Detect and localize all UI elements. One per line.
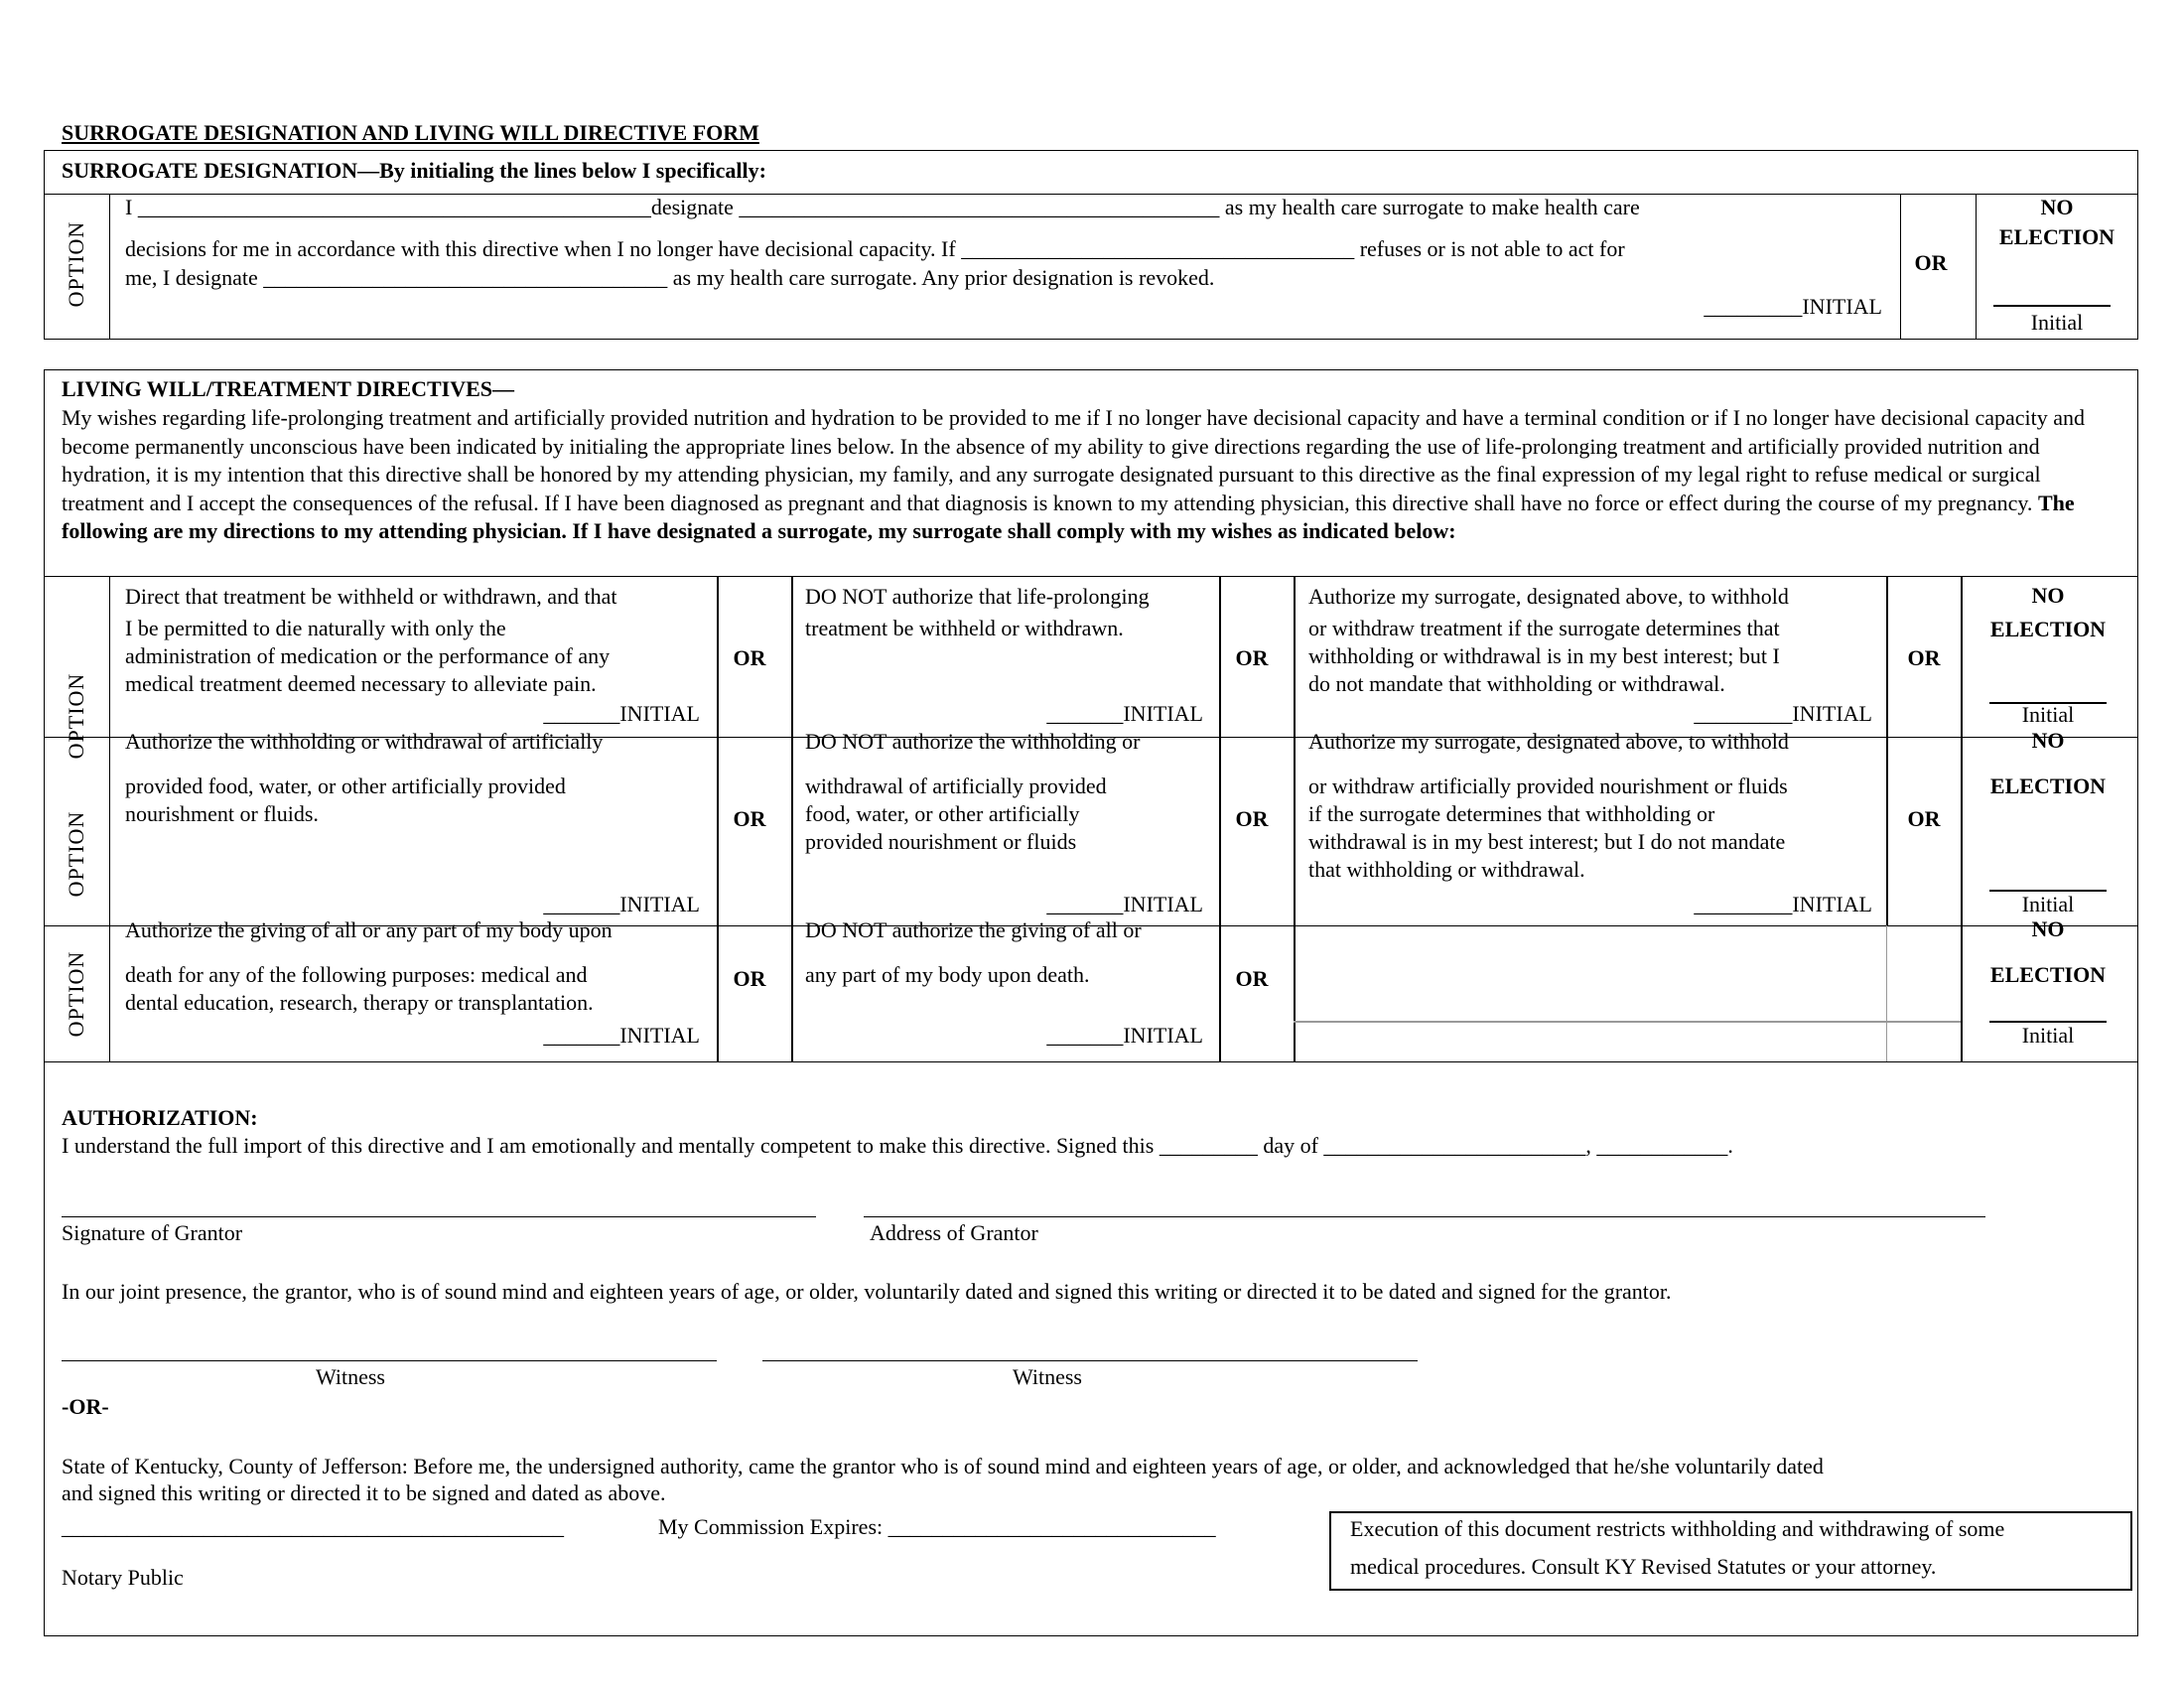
no-election-label: NO ELECTION: [1998, 195, 2116, 249]
witness-1-label: Witness: [316, 1364, 385, 1389]
authorization-statement: I understand the full import of this directive and I am emotionally and mentally competent to make this directive. Signed this _________ day of ________________________, ____________.: [62, 1133, 1733, 1158]
grantor-address-line[interactable]: [864, 1216, 1985, 1217]
form-title: SURROGATE DESIGNATION AND LIVING WILL DIRECTIVE FORM: [62, 120, 759, 145]
row2-option-b-initial[interactable]: _______INITIAL: [1046, 892, 1203, 916]
or-separator: -OR-: [62, 1394, 109, 1419]
no-election-initial-line[interactable]: [1993, 305, 2111, 307]
row2-option-b: DO NOT authorize the withholding or withdrawal of artificially provided food, water, or other artificially provided nourishment or fluids: [805, 729, 1141, 854]
row1-option-c-initial[interactable]: _________INITIAL: [1694, 701, 1872, 726]
row1-option-a-initial[interactable]: _______INITIAL: [543, 701, 700, 726]
row1-option-c: Authorize my surrogate, designated above, to withhold or withdraw treatment if the surrogate determines that withholding or withdrawal is in my best interest; but I do not mandate that withholding or withdrawal.: [1308, 584, 1789, 696]
living-will-header: LIVING WILL/TREATMENT DIRECTIVES—: [62, 376, 515, 401]
row3-option-b-initial[interactable]: _______INITIAL: [1046, 1023, 1203, 1048]
row2-option-a: Authorize the withholding or withdrawal of artificially provided food, water, or other artificially provided nourishment or fluids.: [125, 729, 604, 826]
or-label: OR: [1235, 645, 1269, 670]
surrogate-line-2: decisions for me in accordance with this directive when I no longer have decisional capacity. If ____________________________________ refuses or is not able to act for: [125, 236, 1625, 261]
or-label: OR: [1235, 966, 1269, 991]
row3-option-b: DO NOT authorize the giving of all or any part of my body upon death.: [805, 917, 1142, 987]
witness-2-line[interactable]: [762, 1360, 1418, 1361]
witness-2-label: Witness: [1013, 1364, 1082, 1389]
surrogate-line-1: I _______________________________________________designate ____________________________________________ as my health care surrogate to make health care: [125, 195, 1640, 219]
row1-option-b-initial[interactable]: _______INITIAL: [1046, 701, 1203, 726]
option-label: OPTION: [64, 672, 88, 760]
option-label: OPTION: [64, 810, 88, 898]
or-label: OR: [733, 645, 766, 670]
row2-option-c: Authorize my surrogate, designated above, to withhold or withdraw artificially provided nourishment or fluids if the surrogate determines that withholding or withdrawal is in my best interest; but I do not mandate that withholding or withdrawal.: [1308, 729, 1789, 882]
living-will-paragraph: My wishes regarding life-prolonging treatment and artificially provided nutrition and hydration to be provided to me if I no longer have decisional capacity and have a terminal condition or if I no longer have decisional capacity and become permanently unconscious have been indicated by initialing the appropriate lines below. In the absence of my ability to give directions regarding the use of life-prolonging treatment and artificially provided nutrition and hydration, it is my intention that this directive shall be honored by my attending physician, my family, and any surrogate designated pursuant to this directive as the final expression of my legal right to refuse medical or surgical treatment and I accept the consequences of the refusal. If I have been diagnosed as pregnant and that diagnosis is known to my attending physician, this directive shall have no force or effect during the course of my pregnancy. The following are my directions to my attending physician. If I have designated a surrogate, my surrogate shall comply with my wishes as indicated below:: [62, 405, 2086, 543]
address-label: Address of Grantor: [870, 1220, 1038, 1245]
row1-option-a: Direct that treatment be withheld or withdrawn, and that I be permitted to die naturally with only the administration of medication or the performance of any medical treatment deemed necessary to alleviate pain.: [125, 584, 617, 696]
notary-public-label: Notary Public: [62, 1565, 184, 1590]
authorization-header: AUTHORIZATION:: [62, 1105, 258, 1130]
no-election-initial-label: Initial: [2021, 1023, 2075, 1048]
notary-statement-line-1: State of Kentucky, County of Jefferson: Before me, the undersigned authority, came the grantor who is of sound mind and eighteen years of age, or older, and acknowledged that he/she voluntarily dated: [62, 1454, 1824, 1478]
legal-notice-box: [1329, 1511, 2132, 1591]
row3-option-a: Authorize the giving of all or any part of my body upon death for any of the following purposes: medical and dental education, research, therapy or transplantation.: [125, 917, 613, 1015]
option-label: OPTION: [64, 950, 88, 1038]
grantor-signature-line[interactable]: [62, 1216, 816, 1217]
or-label: OR: [1907, 806, 1941, 831]
row3-option-a-initial[interactable]: _______INITIAL: [543, 1023, 700, 1048]
or-label: OR: [733, 806, 766, 831]
notary-signature-line[interactable]: ______________________________________________: [62, 1514, 564, 1539]
row2-option-a-initial[interactable]: _______INITIAL: [543, 892, 700, 916]
no-election-initial-label: Initial: [2021, 702, 2075, 727]
legal-notice-line-1: Execution of this document restricts withholding and withdrawing of some: [1350, 1516, 2005, 1541]
surrogate-initial-field[interactable]: _________INITIAL: [1704, 294, 1882, 319]
no-election-label: NO ELECTION: [1989, 916, 2107, 987]
or-label: OR: [1907, 645, 1941, 670]
or-label: OR: [1914, 250, 1948, 275]
row2-option-c-initial[interactable]: _________INITIAL: [1694, 892, 1872, 916]
notary-statement-line-2: and signed this writing or directed it to be signed and dated as above.: [62, 1480, 666, 1505]
surrogate-header: SURROGATE DESIGNATION—By initialing the lines below I specifically:: [62, 158, 766, 183]
witness-1-line[interactable]: [62, 1360, 717, 1361]
legal-notice-line-2: medical procedures. Consult KY Revised Statutes or your attorney.: [1350, 1554, 1937, 1579]
no-election-label: NO ELECTION: [1989, 728, 2107, 798]
witness-statement: In our joint presence, the grantor, who is of sound mind and eighteen years of age, or older, voluntarily dated and signed this writing or directed it to be dated and signed for the grantor.: [62, 1279, 1672, 1304]
no-election-label: NO ELECTION: [1989, 583, 2107, 641]
surrogate-line-3: me, I designate _____________________________________ as my health care surrogate. Any prior designation is revoked.: [125, 265, 1215, 290]
row1-option-b: DO NOT authorize that life-prolonging treatment be withheld or withdrawn.: [805, 584, 1150, 640]
or-label: OR: [733, 966, 766, 991]
option-label: OPTION: [64, 220, 88, 308]
or-label: OR: [1235, 806, 1269, 831]
no-election-initial-label: Initial: [2030, 310, 2084, 335]
no-election-initial-label: Initial: [2021, 892, 2075, 916]
commission-expires-field[interactable]: My Commission Expires: ______________________________: [658, 1514, 1216, 1539]
signature-label: Signature of Grantor: [62, 1220, 243, 1245]
